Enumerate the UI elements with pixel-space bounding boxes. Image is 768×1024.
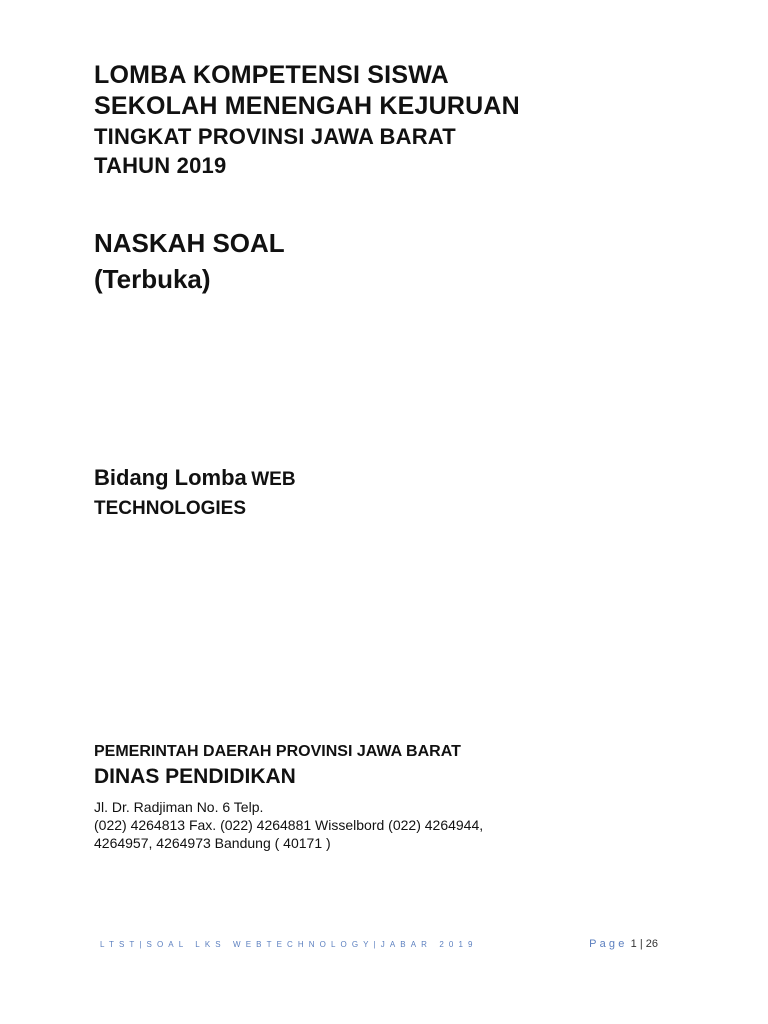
page-separator: | [639, 938, 643, 950]
instansi-block [94, 741, 714, 852]
bidang-block [94, 463, 714, 522]
naskah-type: (Terbuka) [94, 264, 211, 294]
footer-doc-label: LTST|SOAL LKS WEBTECHNOLOGY|JABAR 2019 [100, 940, 478, 949]
page-current: 1 [630, 938, 637, 950]
pemda-heading: PEMERINTAH DAERAH PROVINSI JAWA BARAT [94, 743, 461, 760]
title-line-2: SEKOLAH MENENGAH KEJURUAN [94, 92, 520, 120]
bidang-line-1 [94, 463, 714, 496]
title-block [94, 60, 714, 180]
page-footer [100, 938, 670, 954]
bidang-label: Bidang Lomba [94, 465, 247, 490]
title-line-3: TINGKAT PROVINSI JAWA BARAT [94, 124, 456, 149]
page-total: 26 [645, 938, 658, 950]
naskah-block [94, 225, 714, 297]
bidang-name-part2: TECHNOLOGIES [94, 498, 247, 519]
address-line-1: Jl. Dr. Radjiman No. 6 Telp. [94, 799, 264, 815]
address [94, 798, 554, 852]
bidang-name-part1: WEB [251, 469, 296, 490]
address-line-3: 4264957, 4264973 Bandung ( 40171 ) [94, 835, 331, 851]
title-line-1: LOMBA KOMPETENSI SISWA [94, 61, 449, 89]
title-line-4: TAHUN 2019 [94, 153, 227, 178]
address-line-2: (022) 4264813 Fax. (022) 4264881 Wisselbord (022) 4264944, [94, 817, 484, 833]
naskah-label: NASKAH SOAL [94, 228, 285, 258]
dinas-heading: DINAS PENDIDIKAN [94, 765, 296, 788]
page-word: Page [589, 938, 628, 950]
page-number [589, 938, 658, 950]
